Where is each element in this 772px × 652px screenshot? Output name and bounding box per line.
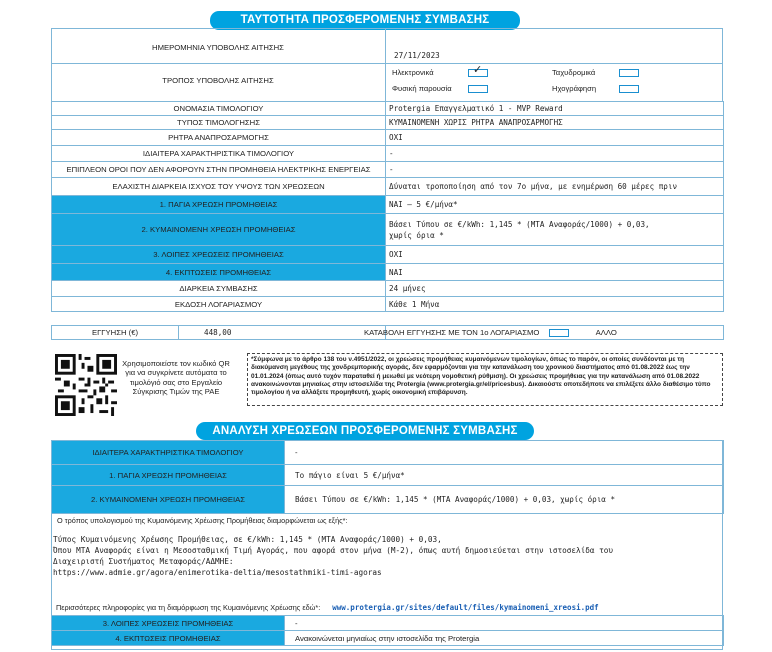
row-value: ΟΧΙ	[386, 246, 724, 264]
date-label: ΗΜΕΡΟΜΗΝΙΑ ΥΠΟΒΟΛΗΣ ΑΙΤΗΣΗΣ	[152, 43, 284, 52]
row-value-line2: χωρίς όρια *	[389, 230, 444, 240]
row-value: ΝΑΙ	[386, 264, 724, 281]
option-physical-checkbox[interactable]	[468, 85, 488, 93]
option-electronic-checkbox[interactable]	[468, 64, 488, 77]
row-label: ΡΗΤΡΑ ΑΝΑΠΡΟΣΑΡΜΟΓΗΣ	[52, 130, 386, 146]
check-icon: ✓	[473, 64, 483, 76]
option-recording-checkbox[interactable]	[619, 85, 639, 93]
option-electronic-label: Ηλεκτρονικά	[392, 68, 434, 77]
section2-title: ΑΝΑΛΥΣΗ ΧΡΕΩΣΕΩΝ ΠΡΟΣΦΕΡΟΜΕΝΗΣ ΣΥΜΒΑΣΗΣ	[196, 422, 534, 440]
row-value: -	[386, 146, 724, 162]
analysis-value: Ανακοινώνεται μηνιαίως στην ιστοσελίδα της Protergia	[285, 631, 724, 646]
row-value: Δύναται τροποποίηση από τον 7ο μήνα, με ενημέρωση 60 μέρες πριν	[386, 178, 724, 196]
other-label: ΑΛΛΟ	[595, 328, 617, 337]
analysis-value: Το πάγιο είναι 5 €/μήνα*	[285, 465, 724, 486]
row-value-line1: Βάσει Τύπου σε €/kWh: 1,145 * (ΜΤΑ Αναφοράς/1000) + 0,03,	[389, 219, 650, 229]
guarantee-table	[51, 325, 724, 340]
guarantee-payment	[364, 326, 724, 340]
submission-divider	[385, 28, 386, 102]
method-label: ΤΡΟΠΟΣ ΥΠΟΒΟΛΗΣ ΑΙΤΗΣΗΣ	[162, 76, 274, 85]
row-value: -	[386, 162, 724, 178]
analysis-value: -	[285, 441, 724, 465]
more-info-link[interactable]: www.protergia.gr/sites/default/files/kymainomeni_xreosi.pdf	[332, 603, 599, 612]
row-label: 4. ΕΚΠΤΩΣΕΙΣ ΠΡΟΜΗΘΕΙΑΣ	[52, 264, 386, 281]
row-value: 24 μήνες	[386, 281, 724, 297]
row-value: ΟΧΙ	[386, 130, 724, 146]
row-value	[386, 214, 724, 246]
row-label: 3. ΛΟΙΠΕΣ ΧΡΕΩΣΕΙΣ ΠΡΟΜΗΘΕΙΑΣ	[52, 246, 386, 264]
row-label: ΤΥΠΟΣ ΤΙΜΟΛΟΓΗΣΗΣ	[52, 116, 386, 130]
qr-code-icon[interactable]	[55, 354, 117, 416]
row-label: ΕΚΔΟΣΗ ΛΟΓΑΡΙΑΣΜΟΥ	[52, 297, 386, 312]
guarantee-label: ΕΓΓΥΗΣΗ (€)	[52, 326, 179, 340]
row-value: Protergia Επαγγελματικό 1 - MVP Reward	[386, 102, 724, 116]
analysis-value: -	[285, 616, 724, 631]
row-value: ΝΑΙ – 5 €/μήνα*	[386, 196, 724, 214]
payment-checkbox[interactable]	[549, 329, 569, 337]
analysis-label: ΙΔΙΑΙΤΕΡΑ ΧΑΡΑΚΤΗΡΙΣΤΙΚΑ ΤΙΜΟΛΟΓΙΟΥ	[52, 441, 285, 465]
submission-hline	[51, 63, 723, 64]
section1-title: ΤΑΥΤΟΤΗΤΑ ΠΡΟΣΦΕΡΟΜΕΝΗΣ ΣΥΜΒΑΣΗΣ	[210, 11, 520, 30]
formula-intro: Ο τρόπος υπολογισμού της Κυμαινόμενης Χρέωσης Προμήθειας διαμορφώνεται ως εξής*:	[57, 516, 348, 525]
contract-table	[51, 101, 724, 312]
formula-block	[53, 516, 723, 578]
row-label: 1. ΠΑΓΙΑ ΧΡΕΩΣΗ ΠΡΟΜΗΘΕΙΑΣ	[52, 196, 386, 214]
row-label: ΙΔΙΑΙΤΕΡΑ ΧΑΡΑΚΤΗΡΙΣΤΙΚΑ ΤΙΜΟΛΟΓΙΟΥ	[52, 146, 386, 162]
qr-caption: Χρησιμοποιείστε τον κωδικό QR για να συγκρίνετε αυτόματα το τιμολόγιό σας στο Εργαλείο Σύγκρισης Τιμών της ΡΑΕ	[122, 359, 230, 397]
analysis-table	[51, 440, 724, 514]
analysis-label: 3. ΛΟΙΠΕΣ ΧΡΕΩΣΕΙΣ ΠΡΟΜΗΘΕΙΑΣ	[52, 616, 285, 631]
legal-note: *Σύμφωνα με το άρθρο 138 του ν.4951/2022, οι χρεώσεις προμήθειας κυμαινόμενων τιμολογίων, όπως το παρόν, οι οποίες συνδέονται με τη διακύμανση μεγέθους της χονδρεμπορικής αγοράς, δεν εφαρμόζονται για την κατανάλωση του χρονικού διαστήματος από 01.08.2022 έως την 01.01.2024 (όπως αυτό τυχόν παραταθεί ή μειωθεί με νεότερη νομοθετική ρύθμιση). Οι χρεώσεις προμήθειας για την κατανάλωση από 01.08.2022 ανακοινώνονται μηνιαίως στην ιστοσελίδα της Protergia (www.protergia.gr/el/pricesbus). Δικαιούστε οποτεδήποτε να επιλέξετε άλλο διαθέσιμο τύπο τιμολογίου ή να αλλάξετε προμηθευτή, χωρίς οικονομική επιβάρυνση.	[247, 353, 723, 406]
more-info	[56, 603, 599, 612]
guarantee-value: 448,00	[179, 326, 386, 340]
row-label: ΕΠΙΠΛΕΟΝ ΟΡΟΙ ΠΟΥ ΔΕΝ ΑΦΟΡΟΥΝ ΣΤΗΝ ΠΡΟΜΗΘΕΙΑ ΗΛΕΚΤΡΙΚΗΣ ΕΝΕΡΓΕΙΑΣ	[52, 162, 386, 178]
analysis-label: 4. ΕΚΠΤΩΣΕΙΣ ΠΡΟΜΗΘΕΙΑΣ	[52, 631, 285, 646]
option-physical-label: Φυσική παρουσία	[392, 84, 452, 93]
option-recording-label: Ηχογράφηση	[552, 84, 597, 93]
formula-body: Τύπος Κυμαινόμενης Χρέωσης Προμήθειας, σε €/kWh: 1,145 * (ΜΤΑ Αναφοράς/1000) + 0,03, Όπου ΜΤΑ Αναφοράς είναι η Μεσοσταθμική Τιμή Αγοράς, που αφορά στον μήνα (Μ-2), όπως αυτή δημοσιεύεται στην ιστοσελίδα του Διαχειριστή Συστήματος Μεταφοράς/ΑΔΜΗΕ: https://www.admie.gr/agora/enimerotika-deltia/mesostathmiki-timi-agoras	[53, 535, 614, 577]
analysis-label: 2. ΚΥΜΑΙΝΟΜΕΝΗ ΧΡΕΩΣΗ ΠΡΟΜΗΘΕΙΑΣ	[52, 486, 285, 514]
payment-label: ΚΑΤΑΒΟΛΗ ΕΓΓΥΗΣΗΣ ΜΕ ΤΟΝ 1ο ΛΟΓΑΡΙΑΣΜΟ	[364, 328, 540, 337]
analysis-value: Βάσει Τύπου σε €/kWh: 1,145 * (ΜΤΑ Αναφοράς/1000) + 0,03, χωρίς όρια *	[285, 486, 724, 514]
row-label: ΔΙΑΡΚΕΙΑ ΣΥΜΒΑΣΗΣ	[52, 281, 386, 297]
date-value: 27/11/2023	[394, 51, 440, 60]
row-label: ΟΝΟΜΑΣΙΑ ΤΙΜΟΛΟΓΙΟΥ	[52, 102, 386, 116]
row-value: Κάθε 1 Μήνα	[386, 297, 724, 312]
row-value: ΚΥΜΑΙΝΟΜΕΝΗ ΧΩΡΙΣ ΡΗΤΡΑ ΑΝΑΠΡΟΣΑΡΜΟΓΗΣ	[386, 116, 724, 130]
row-label: 2. ΚΥΜΑΙΝΟΜΕΝΗ ΧΡΕΩΣΗ ΠΡΟΜΗΘΕΙΑΣ	[52, 214, 386, 246]
more-info-label: Περισσότερες πληροφορίες για τη διαμόρφωση της Κυμαινόμενης Χρέωσης εδώ*:	[56, 603, 321, 612]
row-label: ΕΛΑΧΙΣΤΗ ΔΙΑΡΚΕΙΑ ΙΣΧΥΟΣ ΤΟΥ ΥΨΟΥΣ ΤΩΝ ΧΡΕΩΣΕΩΝ	[52, 178, 386, 196]
option-postal-label: Ταχυδρομικά	[552, 68, 596, 77]
option-postal-checkbox[interactable]	[619, 69, 639, 77]
analysis-bottom-table	[51, 615, 724, 646]
analysis-label: 1. ΠΑΓΙΑ ΧΡΕΩΣΗ ΠΡΟΜΗΘΕΙΑΣ	[52, 465, 285, 486]
